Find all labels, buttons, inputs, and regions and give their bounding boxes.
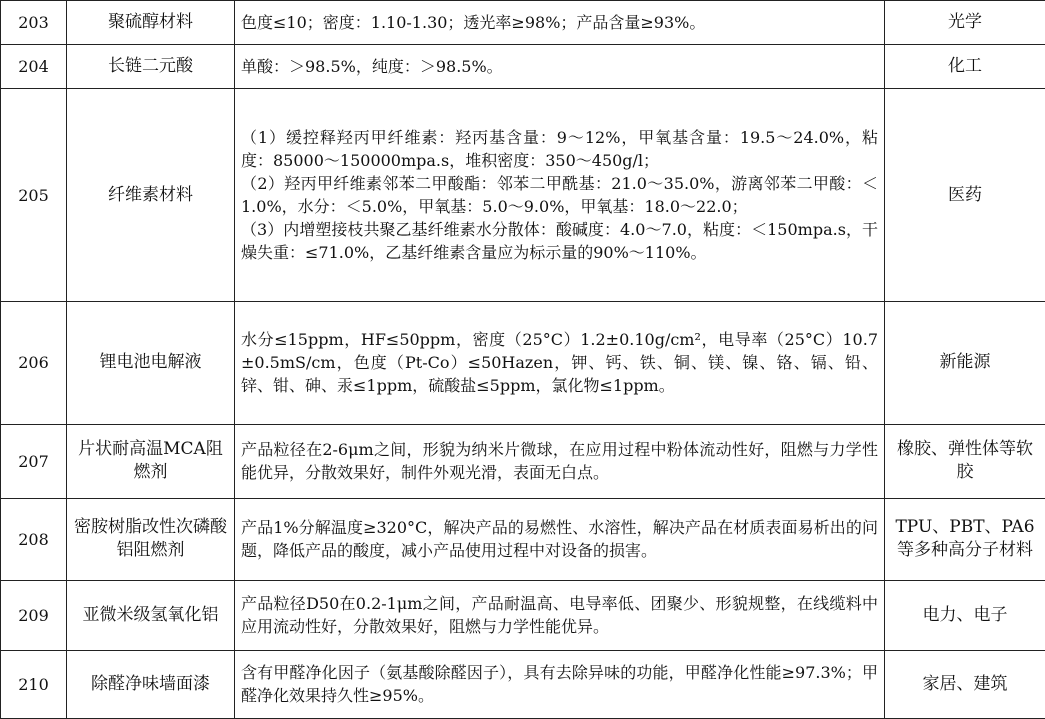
table-row [1,89,1045,302]
product-spec [235,498,885,580]
application-field: TPU、PBT、PA6等多种高分子材料 [885,498,1045,580]
product-spec [235,302,885,424]
row-number: 209 [1,580,67,650]
product-name: 聚硫醇材料 [67,1,235,45]
product-spec [235,424,885,498]
row-number: 204 [1,45,67,89]
table-row [1,302,1045,424]
table-row [1,45,1045,89]
application-field: 化工 [885,45,1045,89]
application-field: 医药 [885,89,1045,302]
application-field: 电力、电子 [885,580,1045,650]
product-name: 锂电池电解液 [67,302,235,424]
product-spec [235,1,885,45]
row-number: 207 [1,424,67,498]
spec-text: 含有甲醛净化因子（氨基酸除醛因子），具有去除异味的功能，甲醛净化性能≥97.3%；甲醛净化效果持久性≥95%。 [241,663,878,706]
application-field: 家居、建筑 [885,650,1045,718]
row-number: 210 [1,650,67,718]
spec-text: 产品粒径在2-6μm之间，形貌为纳米片微球，在应用过程中粉体流动性好，阻燃与力学性能优异，分散效果好，制件外观光滑，表面无白点。 [241,440,878,483]
row-number: 206 [1,302,67,424]
table-row [1,1,1045,45]
spec-text: （3）内增塑接枝共聚乙基纤维素水分散体：酸碱度：4.0～7.0，粘度：＜150mpa.s，干燥失重：≤71.0%，乙基纤维素含量应为标示量的90%～110%。 [241,220,878,263]
product-spec [235,89,885,302]
application-field: 光学 [885,1,1045,45]
table-row [1,650,1045,718]
spec-text: （1）缓控释羟丙甲纤维素：羟丙基含量：9～12%，甲氧基含量：19.5～24.0%，粘度：85000～150000mpa.s，堆积密度：350～450g/l； [241,128,878,171]
spec-text: 水分≤15ppm，HF≤50ppm，密度（25°C）1.2±0.10g/cm²，电导率（25°C）10.7±0.5mS/cm，色度（Pt-Co）≤50Hazen，钾、钙、铁、铜、镁、镍、铬、镉、铅、锌、钳、砷、汞≤1ppm，硫酸盐≤5ppm，氯化物≤1ppm。 [241,330,878,396]
table-row [1,424,1045,498]
product-name: 除醛净味墙面漆 [67,650,235,718]
application-field: 新能源 [885,302,1045,424]
row-number: 208 [1,498,67,580]
product-name: 密胺树脂改性次磷酸铝阻燃剂 [67,498,235,580]
product-name: 长链二元酸 [67,45,235,89]
table-row [1,498,1045,580]
product-spec [235,580,885,650]
application-field: 橡胶、弹性体等软胶 [885,424,1045,498]
row-number: 203 [1,1,67,45]
product-name: 片状耐高温MCA阻燃剂 [67,424,235,498]
table-row [1,580,1045,650]
row-number: 205 [1,89,67,302]
spec-text: （2）羟丙甲纤维素邻苯二甲酸酯：邻苯二甲酰基：21.0～35.0%，游离邻苯二甲酸：＜1.0%，水分：＜5.0%，甲氧基：5.0～9.0%，甲氧基：18.0～22.0； [241,174,878,217]
spec-text: 色度≤10；密度：1.10-1.30；透光率≥98%；产品含量≥93%。 [241,13,706,33]
product-name: 亚微米级氢氧化铝 [67,580,235,650]
spec-text: 产品1%分解温度≥320°C，解决产品的易燃性、水溶性，解决产品在材质表面易析出的问题，降低产品的酸度，减小产品使用过程中对设备的损害。 [241,518,878,561]
spec-text: 单酸：＞98.5%，纯度：＞98.5%。 [241,57,503,77]
product-spec [235,45,885,89]
product-name: 纤维素材料 [67,89,235,302]
spec-text: 产品粒径D50在0.2-1μm之间，产品耐温高、电导率低、团聚少、形貌规整，在线缆料中应用流动性好，分散效果好，阻燃与力学性能优异。 [241,594,878,637]
product-spec [235,650,885,718]
